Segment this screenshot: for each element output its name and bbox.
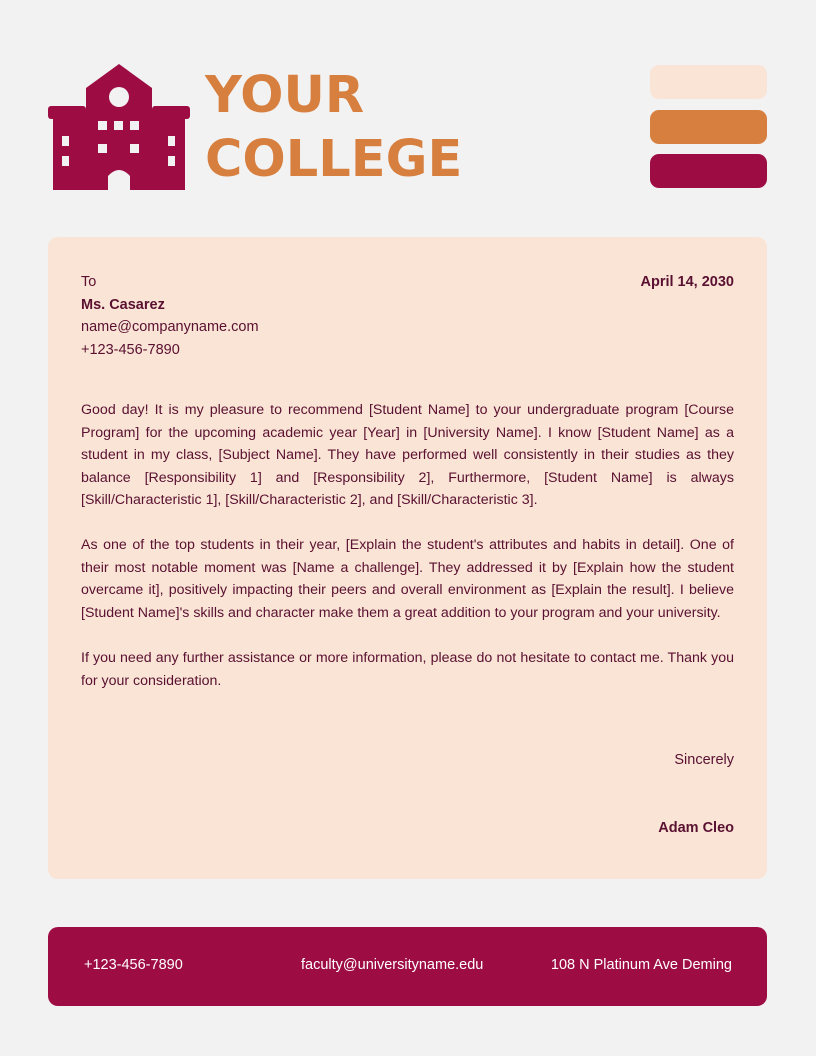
letter-date: April 14, 2030 [640, 274, 734, 290]
footer-email: faculty@universityname.edu [301, 957, 484, 973]
footer-phone: +123-456-7890 [84, 957, 183, 973]
to-label: To [81, 274, 97, 290]
contact-footer [48, 927, 767, 1006]
recipient-name: Ms. Casarez [81, 297, 165, 313]
recipient-phone: +123-456-7890 [81, 342, 180, 358]
decorative-bar-orange [650, 110, 767, 144]
decorative-bar-light [650, 65, 767, 99]
college-name [205, 64, 462, 192]
paragraph-intro: Good day! It is my pleasure to recommend [Student Name] to your undergraduate program [Course Program] for the upcoming academic year [Year] in [University Name]. I know [Student Name] as a student in my class, [Subject Name]. They have performed well consistently in their studies as they balance [Responsibility 1] and [Responsibility 2], Furthermore, [Student Name] is always [Skill/Characteristic 1], [Skill/Characteristic 2], and [Skill/Characteristic 3]. [81, 402, 734, 508]
letter-body [48, 237, 767, 879]
recipient-email: name@companyname.com [81, 319, 259, 335]
college-building-icon [48, 64, 190, 190]
footer-address: 108 N Platinum Ave Deming [550, 957, 732, 973]
closing-salutation: Sincerely [674, 752, 734, 768]
signer-name: Adam Cleo [658, 820, 734, 836]
paragraph-closing: If you need any further assistance or more information, please do not hesitate to contact me. Thank you for your consideration. [81, 650, 734, 689]
paragraph-attributes: As one of the top students in their year, [Explain the student's attributes and habits in detail]. One of their most notable moment was [Name a challenge]. They addressed it by [Explain how the student overcame it], positively impacting their peers and overall environment as [Explain the result]. I believe [Student Name]'s skills and character make them a great addition to your program and your university. [81, 537, 734, 621]
college-name-line2: COLLEGE [205, 130, 463, 189]
college-name-line1: YOUR [205, 66, 365, 125]
decorative-bar-maroon [650, 154, 767, 188]
